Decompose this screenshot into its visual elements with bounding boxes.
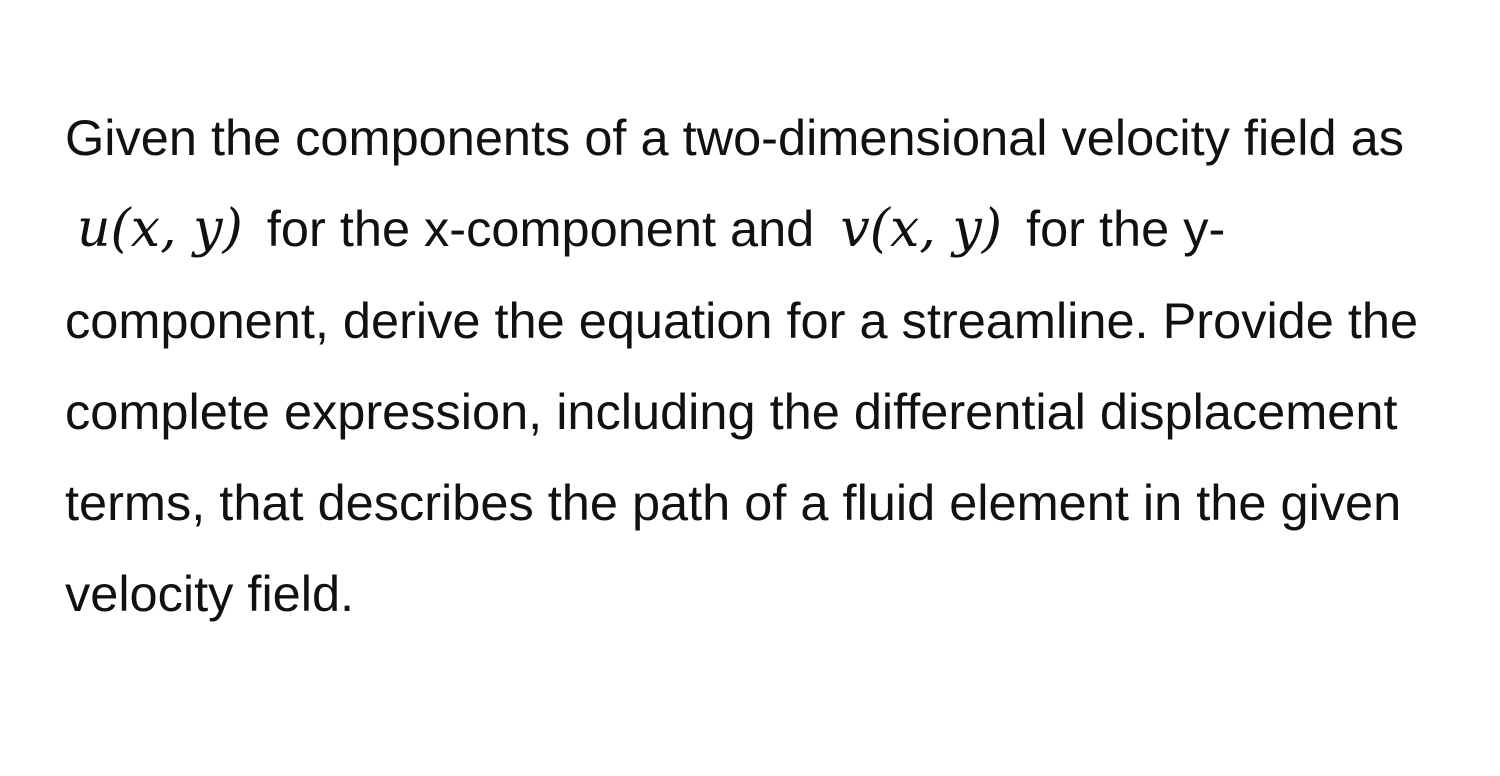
question-text-part-3: for the y-component, derive the equation for a streamline. Provide the complete expression, including the differential displacement terms, that describes the path of a fluid element in the given velocity field. <box>65 200 1419 622</box>
v-velocity-expression: v(x, y) <box>840 199 1003 259</box>
u-velocity-expression: u(x, y) <box>77 199 243 259</box>
question-text-part-1: Given the components of a two-dimensional velocity field as <box>65 109 1404 166</box>
question-text <box>65 92 1445 639</box>
question-text-part-2: for the x-component and <box>266 200 815 257</box>
